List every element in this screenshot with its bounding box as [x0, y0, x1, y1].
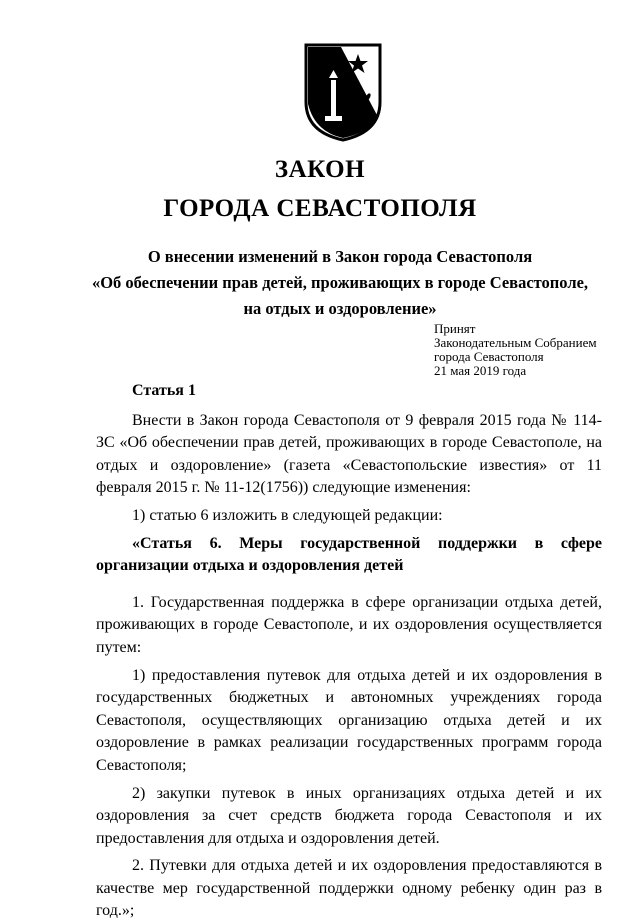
- document-body: [96, 380, 602, 923]
- article-intro: Внести в Закон города Севастополя от 9 февраля 2015 года № 114-ЗС «Об обеспечении прав детей, проживающих в городе Севастополе, на отдых и оздоровление» (газета «Севастопольские известия» от 11 февраля 2015 г. № 11-12(1756)) следующие изменения:: [96, 411, 602, 497]
- adoption-date: 21 мая 2019 года: [434, 363, 527, 378]
- adoption-line-3: города Севастополя: [434, 349, 544, 364]
- subparagraph-1-1: 1) предоставления путевок для отдыха детей и их оздоровления в государственных бюджетных и автономных учреждениях города Севастополя, осуществляющих организацию отдыха детей и их оздоровление в рамках реализации государственных программ города Севастополя;: [96, 666, 602, 774]
- adoption-line-1: Принят: [434, 321, 476, 336]
- quoted-article-heading: «Статья 6. Меры государственной поддержки в сфере организации отдыха и оздоровления детей: [96, 534, 602, 575]
- subtitle-line-2: «Об обеспечении прав детей, проживающих в городе Севастополе,: [91, 273, 589, 292]
- subparagraph-1-2: 2) закупки путевок в иных организациях отдыха детей и их оздоровления за счет средств бюджета города Севастополя и их предоставления для отдыха и оздоровления детей.: [96, 784, 602, 847]
- law-city-title: ГОРОДА СЕВАСТОПОЛЯ: [163, 195, 477, 222]
- paragraph-2: 2. Путевки для отдыха детей и их оздоровления предоставляются в качестве мер государственной поддержки одному ребенку один раз в год.»;: [96, 857, 602, 920]
- article-heading: Статья 1: [132, 382, 196, 399]
- paragraph-1: 1. Государственная поддержка в сфере организации отдыха детей, проживающих в городе Севастополе, и их оздоровления осуществляется путем:: [96, 593, 602, 656]
- amendment-item-1: 1) статью 6 изложить в следующей редакции:: [132, 506, 443, 524]
- subtitle-line-3: на отдых и оздоровление»: [243, 299, 437, 318]
- coat-of-arms: [303, 42, 383, 142]
- adoption-note: [434, 322, 597, 378]
- law-title: ЗАКОН: [274, 156, 366, 183]
- law-subtitle: [60, 244, 620, 322]
- sevastopol-coat-of-arms-icon: [303, 42, 383, 142]
- subtitle-line-1: О внесении изменений в Закон города Севастополя: [147, 247, 533, 266]
- adoption-line-2: Законодательным Собранием: [434, 335, 597, 350]
